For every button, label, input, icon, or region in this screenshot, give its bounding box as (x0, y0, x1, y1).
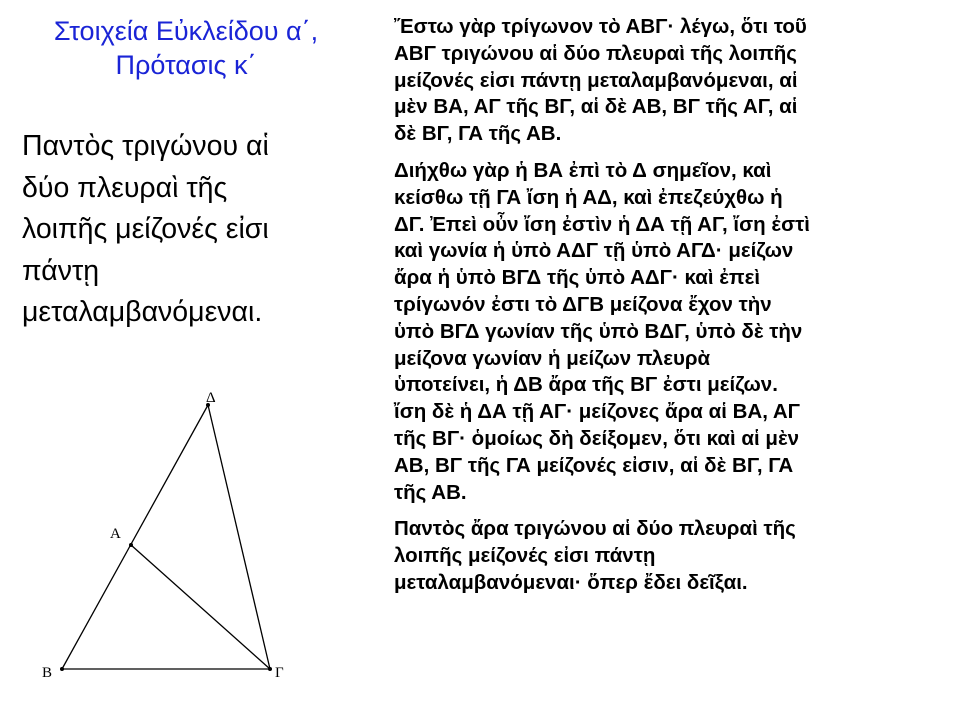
page-title (0, 14, 372, 82)
proof-line: μείζονα γωνίαν ἡ μείζων πλευρὰ (394, 346, 711, 370)
proof-line: Παντὸς ἄρα τριγώνου αἱ δύο πλευραὶ τῆς (394, 517, 796, 541)
proof-line: ἄρα ἡ ὑπὸ ΒΓΔ τῆς ὑπὸ ΑΔΓ· καὶ ἐπεὶ (394, 266, 761, 290)
label-a: Α (110, 526, 121, 542)
point-a (129, 543, 133, 547)
proof-text (394, 14, 950, 607)
proposition-statement (22, 126, 382, 334)
proof-line: τρίγωνόν ἐστι τὸ ΔΓΒ μείζονα ἔχον τὴν (394, 292, 772, 316)
proposition-line: δύο πλευραὶ τῆς (22, 171, 228, 204)
proof-line: Διήχθω γὰρ ἡ ΒΑ ἐπὶ τὸ Δ σημεῖον, καὶ (394, 158, 772, 182)
proof-line: μεταλαμβανόμεναι· ὅπερ ἔδει δεῖξαι. (394, 570, 748, 594)
proof-line: ἴση δὲ ἡ ΔΑ τῇ ΑΓ· μείζονες ἄρα αἱ ΒΑ, ΑΓ (394, 400, 800, 424)
proof-line: μὲν ΒΑ, ΑΓ τῆς ΒΓ, αἱ δὲ ΑΒ, ΒΓ τῆς ΑΓ, αἱ (394, 95, 798, 119)
segment-ag (131, 545, 270, 669)
proof-line: ΔΓ. Ἐπεὶ οὖν ἴση ἐστὶν ἡ ΔΑ τῇ ΑΓ, ἴση ἐστὶ (394, 212, 810, 236)
proof-line: τῆς ΑΒ. (394, 480, 467, 504)
proof-line: ὑποτείνει, ἡ ΔΒ ἄρα τῆς ΒΓ ἐστι μείζων. (394, 373, 778, 397)
point-b (60, 667, 64, 671)
proof-line: κείσθω τῇ ΓΑ ἴση ἡ ΑΔ, καὶ ἐπεζεύχθω ἡ (394, 185, 783, 209)
proof-line: τῆς ΒΓ· ὁμοίως δὴ δείξομεν, ὅτι καὶ αἱ μὲν (394, 426, 800, 450)
segment-dg (208, 405, 270, 669)
proof-line: ὑπὸ ΒΓΔ γωνίαν τῆς ὑπὸ ΒΔΓ, ὑπὸ δὲ τὴν (394, 319, 803, 343)
proof-line: δὲ ΒΓ, ΓΑ τῆς ΑΒ. (394, 122, 562, 146)
proof-line: ΑΒΓ τριγώνου αἱ δύο πλευραὶ τῆς λοιπῆς (394, 41, 797, 65)
proof-line: μείζονές εἰσι πάντῃ μεταλαμβανόμεναι, αἱ (394, 68, 798, 92)
title-line-1: Στοιχεία Εὐκλείδου α΄, (53, 16, 319, 46)
point-g (268, 667, 272, 671)
title-line-2: Πρότασις κ΄ (115, 50, 257, 80)
proposition-line: πάντῃ (22, 254, 100, 287)
proposition-line: μεταλαμβανόμεναι. (22, 296, 263, 328)
proof-line: Ἔστω γὰρ τρίγωνον τὸ ΑΒΓ· λέγω, ὅτι τοῦ (394, 15, 807, 38)
proof-line: καὶ γωνία ἡ ὑπὸ ΑΔΓ τῇ ὑπὸ ΑΓΔ· μείζων (394, 239, 794, 263)
proof-line: λοιπῆς μείζονές εἰσι πάντῃ (394, 544, 656, 568)
proof-paragraph-3 (394, 516, 950, 596)
segment-bd (62, 405, 208, 669)
label-g: Γ (275, 665, 284, 681)
proof-paragraph-2 (394, 158, 950, 506)
label-d: Δ (206, 390, 216, 406)
triangle-figure (30, 375, 330, 695)
label-b: Β (42, 665, 53, 681)
proof-paragraph-1 (394, 14, 950, 148)
proposition-line: λοιπῆς μείζονές εἰσι (22, 213, 269, 245)
proof-line: ΑΒ, ΒΓ τῆς ΓΑ μείζονές εἰσιν, αἱ δὲ ΒΓ, ΓΑ (394, 453, 794, 477)
proposition-line: Παντὸς τριγώνου αἱ (22, 130, 269, 162)
